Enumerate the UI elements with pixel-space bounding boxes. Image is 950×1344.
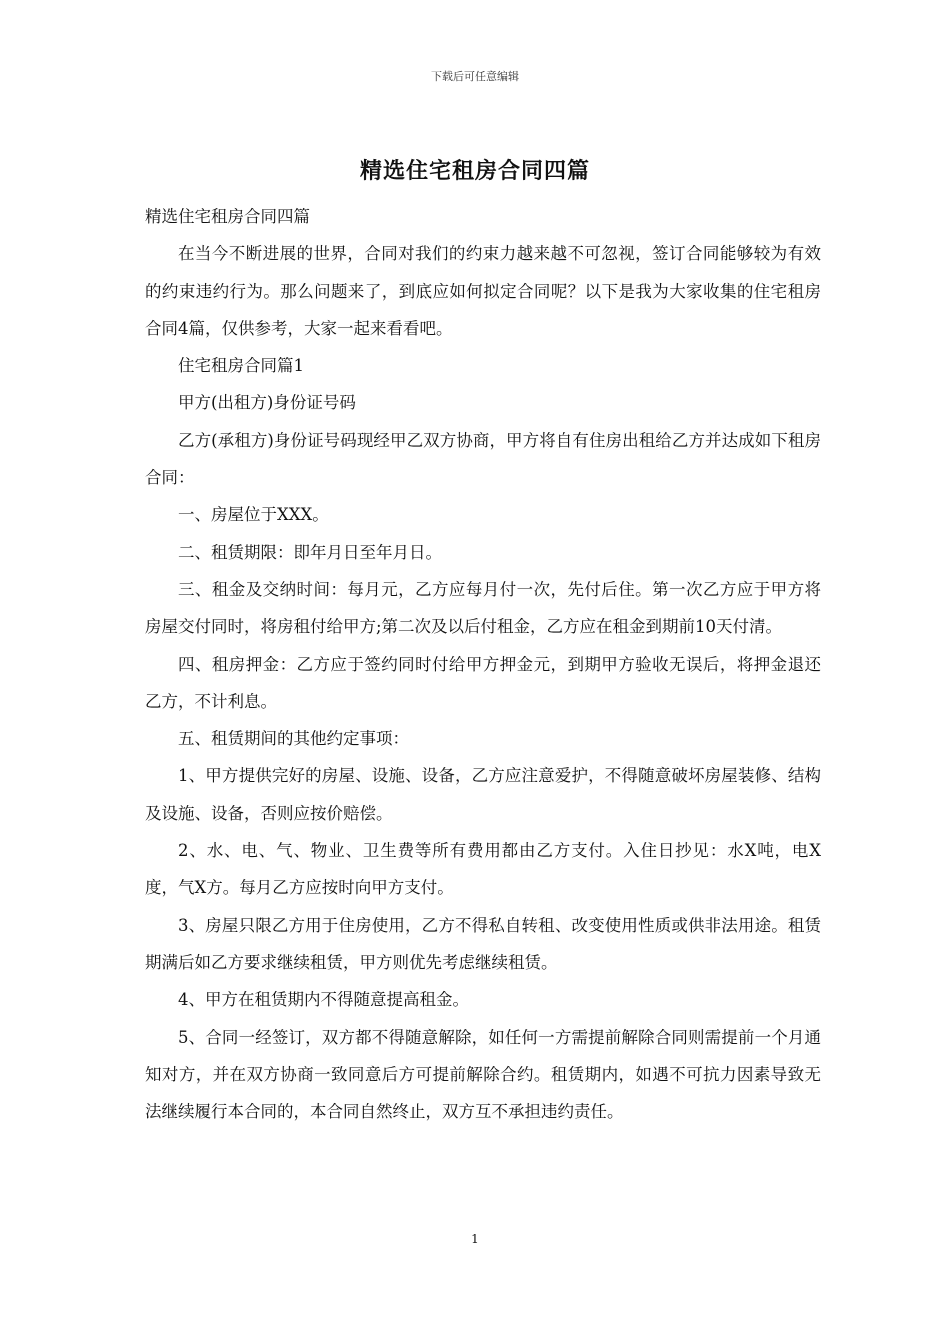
body-paragraph: 住宅租房合同篇1 bbox=[178, 356, 304, 376]
body-paragraph: 4、甲方在租赁期内不得随意提高租金。 bbox=[178, 990, 469, 1010]
body-paragraph: 四、租房押金：乙方应于签约同时付给甲方押金元，到期甲方验收无误后，将押金退还乙方，不计利息。 bbox=[145, 654, 821, 711]
body-paragraph: 3、房屋只限乙方用于住房使用，乙方不得私自转租、改变使用性质或供非法用途。租赁期满后如乙方要求继续租赁，甲方则优先考虑继续租赁。 bbox=[145, 915, 821, 972]
body-paragraph: 二、租赁期限：即年月日至年月日。 bbox=[178, 542, 442, 562]
body-paragraph: 一、房屋位于XXX。 bbox=[178, 505, 329, 525]
body-paragraph: 2、水、电、气、物业、卫生费等所有费用都由乙方支付。入住日抄见：水X吨，电X度，气X方。每月乙方应按时向甲方支付。 bbox=[145, 841, 821, 898]
body-paragraph: 精选住宅租房合同四篇 bbox=[145, 207, 310, 226]
body-paragraph: 三、租金及交纳时间：每月元，乙方应每月付一次，先付后住。第一次乙方应于甲方将房屋交付同时，将房租付给甲方;第二次及以后付租金，乙方应在租金到期前10天付清。 bbox=[145, 579, 821, 637]
document-title: 精选住宅租房合同四篇 bbox=[359, 158, 590, 184]
body-paragraph: 五、租赁期间的其他约定事项： bbox=[178, 729, 409, 749]
body-paragraph: 甲方(出租方)身份证号码 bbox=[178, 393, 356, 413]
body-paragraph: 5、合同一经签订，双方都不得随意解除，如任何一方需提前解除合同则需提前一个月通知对方，并在双方协商一致同意后方可提前解除合约。租赁期内，如遇不可抗力因素导致无法继续履行本合同的，本合同自然终止，双方互不承担违约责任。 bbox=[145, 1027, 821, 1122]
body-paragraph: 在当今不断进展的世界，合同对我们的约束力越来越不可忽视，签订合同能够较为有效的约束违约行为。那么问题来了，到底应如何拟定合同呢？以下是我为大家收集的住宅租房合同4篇，仅供参考，大家一起来看看吧。 bbox=[145, 244, 821, 338]
body-paragraph: 乙方(承租方)身份证号码现经甲乙双方协商，甲方将自有住房出租给乙方并达成如下租房合同： bbox=[145, 430, 821, 488]
document-body bbox=[145, 198, 821, 1130]
body-paragraph: 1、甲方提供完好的房屋、设施、设备，乙方应注意爱护，不得随意破坏房屋装修、结构及设施、设备，否则应按价赔偿。 bbox=[145, 766, 821, 823]
page-header-note: 下载后可任意编辑 bbox=[431, 70, 519, 83]
page-number: 1 bbox=[471, 1232, 479, 1246]
